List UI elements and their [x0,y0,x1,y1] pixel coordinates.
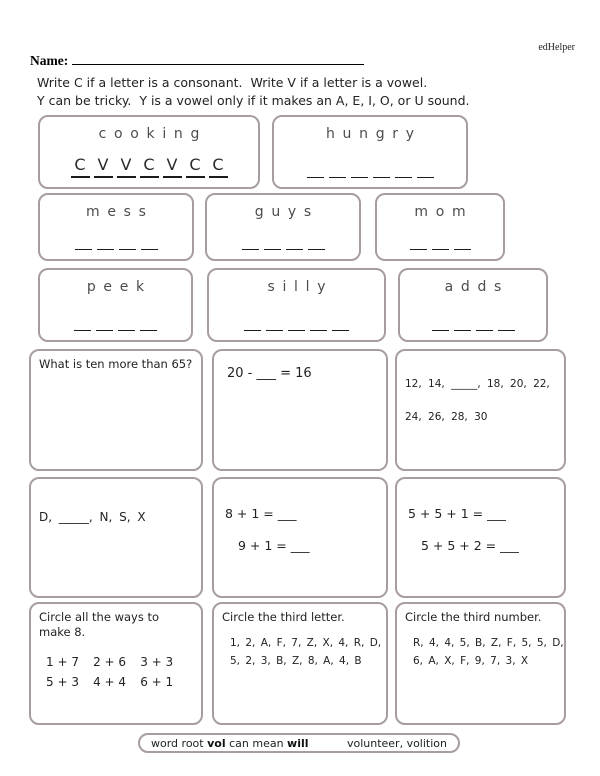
answer-area [40,321,191,331]
word-root: vol [207,736,226,750]
sequence-line-2: 5, 2, 3, B, Z, 8, A, 4, B [230,655,362,667]
answer-blank [118,321,135,331]
answer-blank [432,321,449,331]
answer-letter: C [71,155,90,178]
question-text: Circle the third number. [405,610,542,624]
name-blank-line [72,63,364,65]
answer-blank [288,321,305,331]
name-label: Name: [30,53,69,68]
answer-blank [308,240,325,250]
question-box-ten-more [29,349,203,471]
answer-blank [119,240,136,250]
word-box-peek [38,268,193,342]
addition-equation-2: 9 + 1 = ___ [238,538,310,553]
answer-letter: C [140,155,159,178]
word-label: silly [267,279,334,295]
answer-area [40,240,192,250]
answer-blank [395,168,412,178]
answer-blank [373,168,390,178]
answer-blank [140,321,157,331]
answer-letter: V [117,155,136,178]
question-box-third-number [395,602,566,725]
answer-blank [266,321,283,331]
answer-blank [310,321,327,331]
answer-blank [351,168,368,178]
word-label: adds [444,279,510,295]
question-box-addition-1 [212,477,388,598]
addition-equation-2: 5 + 5 + 2 = ___ [421,538,519,553]
letter-sequence-text: D, _____, N, S, X [39,510,146,524]
answer-area [274,168,466,178]
word-box-cooking [38,115,260,189]
question-box-letter-sequence [29,477,203,598]
answer-blank [454,240,471,250]
answer-blank [417,168,434,178]
edhelper-logo: edHelper [538,42,575,53]
addition-equation-1: 8 + 1 = ___ [225,506,297,521]
expression-list [46,653,193,690]
expression: 6 + 1 [140,675,174,689]
word-label: peek [86,279,152,295]
word-label: cooking [98,126,208,142]
answer-letter: V [163,155,182,178]
answer-area [400,321,546,331]
expression: 2 + 6 [93,655,127,669]
instructions [37,74,469,110]
answer-letter: V [94,155,113,178]
question-box-subtraction [212,349,388,471]
expression-row [46,653,193,670]
answer-letter: C [209,155,228,178]
answer-blank [432,240,449,250]
answer-blank [244,321,261,331]
word-label: mess [86,204,154,220]
expression: 4 + 4 [93,675,127,689]
answer-blank [476,321,493,331]
subtraction-equation: 20 - ___ = 16 [227,366,312,381]
word-root-meaning: will [287,736,309,750]
answer-area [40,155,258,178]
number-sequence-line-1: 12, 14, _____, 18, 20, 22, [405,378,550,390]
sequence-line-1: R, 4, 4, 5, B, Z, F, 5, 5, D, [413,637,564,649]
number-sequence-line-2: 24, 26, 28, 30 [405,411,488,423]
word-box-silly [207,268,386,342]
answer-letter: C [186,155,205,178]
answer-blank [264,240,281,250]
expression: 5 + 3 [46,675,79,689]
sequence-list [222,634,382,670]
addition-equation-1: 5 + 5 + 1 = ___ [408,506,506,521]
word-box-adds [398,268,548,342]
answer-blank [332,321,349,331]
answer-blank [141,240,158,250]
expression-row [46,673,193,690]
word-root-examples: volunteer, volition [346,736,447,750]
answer-blank [307,168,324,178]
word-box-mom [375,193,505,261]
answer-blank [74,321,91,331]
instruction-line-1: Write C if a letter is a consonant. Write V if a letter is a vowel. [37,75,428,90]
answer-area [207,240,359,250]
sequence-line-2: 6, A, X, F, 9, 7, 3, X [413,655,529,667]
word-root-footer [138,733,460,753]
answer-area [377,240,503,250]
question-box-addition-2 [395,477,566,598]
answer-blank [286,240,303,250]
question-box-number-sequence [395,349,566,471]
answer-blank [454,321,471,331]
answer-blank [97,240,114,250]
word-box-mess [38,193,194,261]
sequence-list [405,634,564,670]
answer-blank [242,240,259,250]
answer-blank [410,240,427,250]
question-text: What is ten more than 65? [39,357,193,371]
answer-blank [498,321,515,331]
question-box-third-letter [212,602,388,725]
answer-blank [75,240,92,250]
word-root-definition: word root vol can mean will [151,736,309,750]
name-row [30,50,364,69]
word-label: guys [254,204,319,220]
word-box-hungry [272,115,468,189]
sequence-line-1: 1, 2, A, F, 7, Z, X, 4, R, D, [230,637,382,649]
instruction-line-2: Y can be tricky. Y is a vowel only if it makes an A, E, I, O, or U sound. [37,93,470,108]
expression: 3 + 3 [140,655,174,669]
answer-area [209,321,384,331]
word-label: hungry [325,126,422,142]
question-text: Circle the third letter. [222,610,345,624]
question-text: Circle all the ways to make 8. [39,610,160,639]
answer-blank [96,321,113,331]
word-box-guys [205,193,361,261]
answer-blank [329,168,346,178]
question-box-make-8 [29,602,203,725]
word-label: mom [414,204,474,220]
expression: 1 + 7 [46,655,79,669]
